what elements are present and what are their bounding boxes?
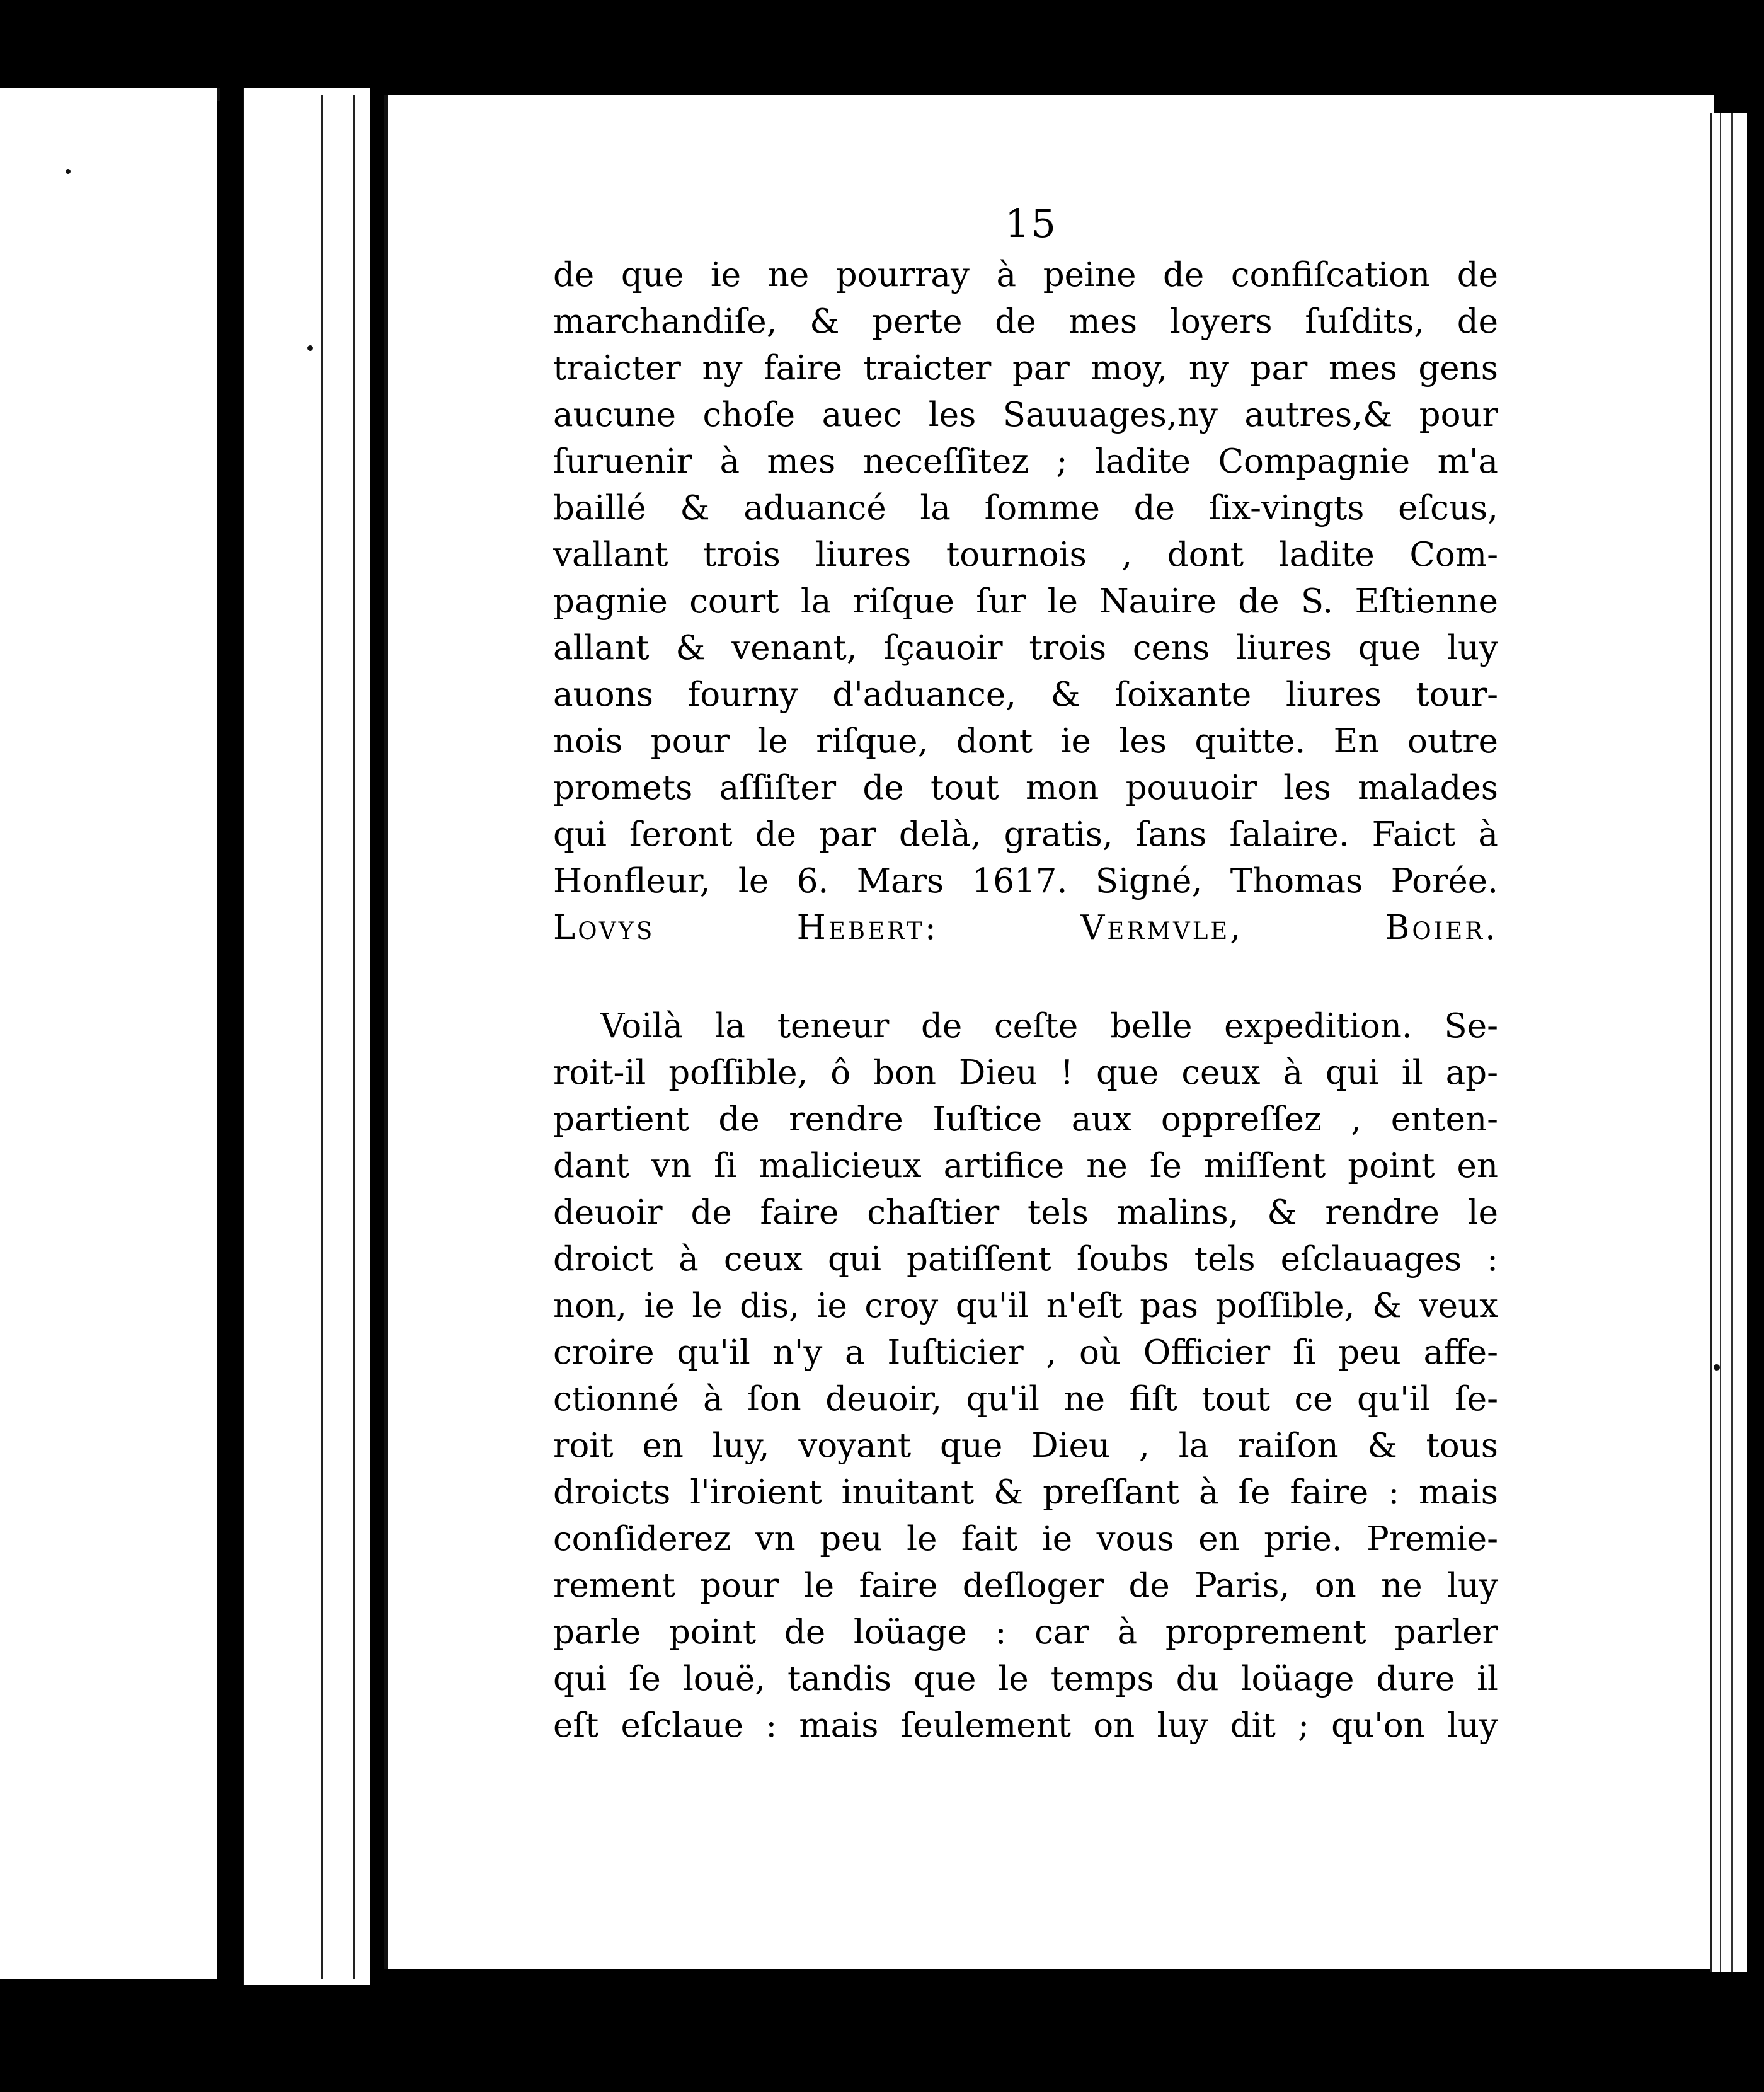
text-line: pagnie court la riſque ſur le Nauire de S. Eſtienne xyxy=(553,582,1498,621)
text-line: marchandiſe, & perte de mes loyers ſuſdits, de xyxy=(553,302,1498,341)
text-line: droicts l'iroient inuitant & preſſant à ſe faire : mais xyxy=(553,1473,1498,1512)
text-line: Honfleur, le 6. Mars 1617. Signé, Thomas Porée. xyxy=(553,862,1498,900)
text-line: traicter ny faire traicter par moy, ny par mes gens xyxy=(553,349,1498,388)
text-line: de que ie ne pourray à peine de confiſcation de xyxy=(553,256,1498,294)
text-line: eſt eſclaue : mais ſeulement on luy dit ; qu'on luy xyxy=(553,1706,1498,1745)
paragraph-contract-end xyxy=(553,252,1498,951)
text-line: ſuruenir à mes neceſſitez ; ladite Compagnie m'a xyxy=(553,442,1498,481)
text-line: croire qu'il n'y a Iuſticier , où Officier ſi peu affe- xyxy=(553,1333,1498,1372)
ink-speck xyxy=(66,169,71,174)
paragraph-commentary xyxy=(553,1003,1498,1749)
text-line: qui ſe louë, tandis que le temps du loüage dure il xyxy=(553,1660,1498,1698)
text-line: Voilà la teneur de ceſte belle expedition. Se- xyxy=(600,1007,1498,1045)
leaf-edge-line xyxy=(353,95,355,1979)
left-page-blank xyxy=(0,88,220,1979)
text-line: promets aſſiſter de tout mon pouuoir les malades xyxy=(553,769,1498,807)
text-line: non, ie le dis, ie croy qu'il n'eſt pas poſſible, & veux xyxy=(553,1287,1498,1325)
text-line: parle point de loüage : car à proprement parler xyxy=(553,1613,1498,1652)
text-line: dant vn ſi malicieux artifice ne ſe miſſent point en xyxy=(553,1147,1498,1185)
text-line: conſiderez vn peu le fait ie vous en prie. Premie- xyxy=(553,1520,1498,1558)
text-line: auons fourny d'aduance, & ſoixante liures tour- xyxy=(553,675,1498,714)
text-line: baillé & aduancé la ſomme de ſix-vingts eſcus, xyxy=(553,489,1498,527)
text-line: aucune choſe auec les Sauuages,ny autres,& pour xyxy=(553,396,1498,434)
text-line: vallant trois liures tournois , dont ladite Com- xyxy=(553,536,1498,574)
text-line: droict à ceux qui patiſſent ſoubs tels eſclauages : xyxy=(553,1240,1498,1279)
text-line: qui ſeront de par delà, gratis, ſans ſalaire. Faict à xyxy=(553,815,1498,854)
leaf-edge-line xyxy=(1720,113,1721,1972)
page-number: 15 xyxy=(1005,200,1057,246)
left-page-edges xyxy=(243,88,370,1985)
leaf-edge-line xyxy=(1731,113,1732,1972)
text-line: roit-il poſſible, ô bon Dieu ! que ceux à qui il ap- xyxy=(553,1054,1498,1092)
page-gutter xyxy=(217,101,243,1991)
right-page-edges xyxy=(1710,113,1747,1972)
text-line: nois pour le riſque, dont ie les quitte. En outre xyxy=(553,722,1498,761)
body-text xyxy=(553,252,1498,1749)
ink-speck xyxy=(307,345,313,351)
leaf-edge-line xyxy=(321,95,323,1979)
ink-speck xyxy=(1714,1364,1720,1371)
text-line: deuoir de faire chaſtier tels malins, & rendre le xyxy=(553,1193,1498,1232)
text-line: partient de rendre Iuſtice aux oppreſſez , enten- xyxy=(553,1100,1498,1139)
text-line: allant & venant, ſçauoir trois cens liures que luy xyxy=(553,629,1498,667)
text-line: Lovys Hebert: Vermvle, Boier. xyxy=(553,909,1498,947)
text-line: rement pour le faire deſloger de Paris, on ne luy xyxy=(553,1566,1498,1605)
text-line: ctionné à ſon deuoir, qu'il ne fiſt tout ce qu'il ſe- xyxy=(553,1380,1498,1418)
text-line: roit en luy, voyant que Dieu , la raiſon & tous xyxy=(553,1427,1498,1465)
paragraph-spacing xyxy=(553,951,1498,1003)
